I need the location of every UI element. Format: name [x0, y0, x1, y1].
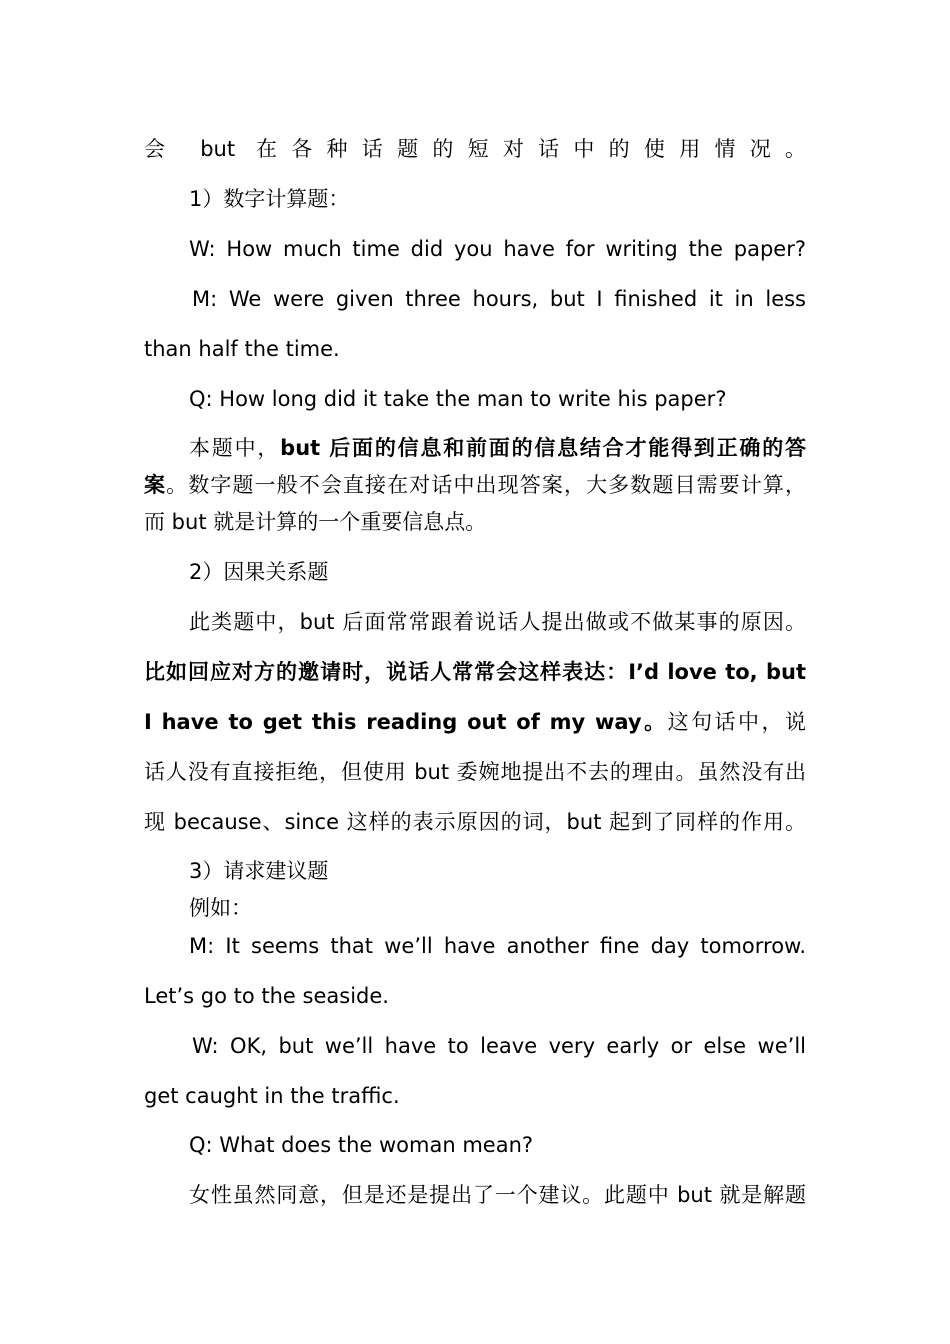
section-heading-numeric: 1）数字计算题： — [189, 187, 350, 211]
question-line: Q: How long did it take the man to write his paper? — [189, 387, 727, 411]
bold-text-run: but 后面的信息和前面的信息结合才能得到正确的答 — [280, 436, 806, 460]
text-line — [144, 471, 806, 499]
dialogue-line-man: M: We were given three hours, but I finished it in less — [192, 287, 806, 311]
text-line — [144, 434, 806, 462]
dialogue-line-continued: Let’s go to the seaside. — [144, 984, 389, 1008]
section-heading-cause-effect: 2）因果关系题 — [189, 560, 329, 584]
document-page — [144, 0, 806, 1344]
text-line: 女性虽然同意，但是还是提出了一个建议。此题中 but 就是解题 — [189, 1183, 806, 1207]
text-run: 这句话中，说 — [667, 710, 806, 734]
text-line — [144, 708, 806, 736]
dialogue-line-woman: W: How much time did you have for writing the paper? — [189, 237, 806, 261]
text-run: 本题中， — [189, 436, 281, 460]
example-label: 例如： — [189, 896, 252, 920]
question-line: Q: What does the woman mean? — [189, 1133, 534, 1157]
dialogue-line-continued: than half the time. — [144, 337, 340, 361]
text-line: 此类题中，but 后面常常跟着说话人提出做或不做某事的原因。 — [189, 610, 806, 634]
dialogue-line-man: M: It seems that we’ll have another fine day tomorrow. — [189, 934, 806, 958]
dialogue-line-continued: get caught in the traffic. — [144, 1084, 400, 1108]
bold-text-run: 案 — [144, 473, 167, 497]
bold-text-run: 。 — [641, 710, 668, 734]
text-line: 现 because、since 这样的表示原因的词，but 起到了同样的作用。 — [144, 810, 806, 834]
text-line: 会 but 在各种话题的短对话中的使用情况。 — [144, 137, 806, 161]
bold-text-line: 比如回应对方的邀请时，说话人常常会这样表达：I’d love to, but — [144, 660, 806, 684]
bold-text-run: I have to get this reading out of my way — [144, 710, 642, 734]
text-run: 。数字题一般不会直接在对话中出现答案，大多数题目需要计算， — [166, 473, 806, 497]
dialogue-line-woman: W: OK, but we’ll have to leave very early or else we’ll — [192, 1034, 806, 1058]
section-heading-suggestion: 3）请求建议题 — [189, 859, 329, 883]
text-line: 话人没有直接拒绝，但使用 but 委婉地提出不去的理由。虽然没有出 — [144, 760, 806, 784]
text-line: 而 but 就是计算的一个重要信息点。 — [144, 510, 487, 534]
